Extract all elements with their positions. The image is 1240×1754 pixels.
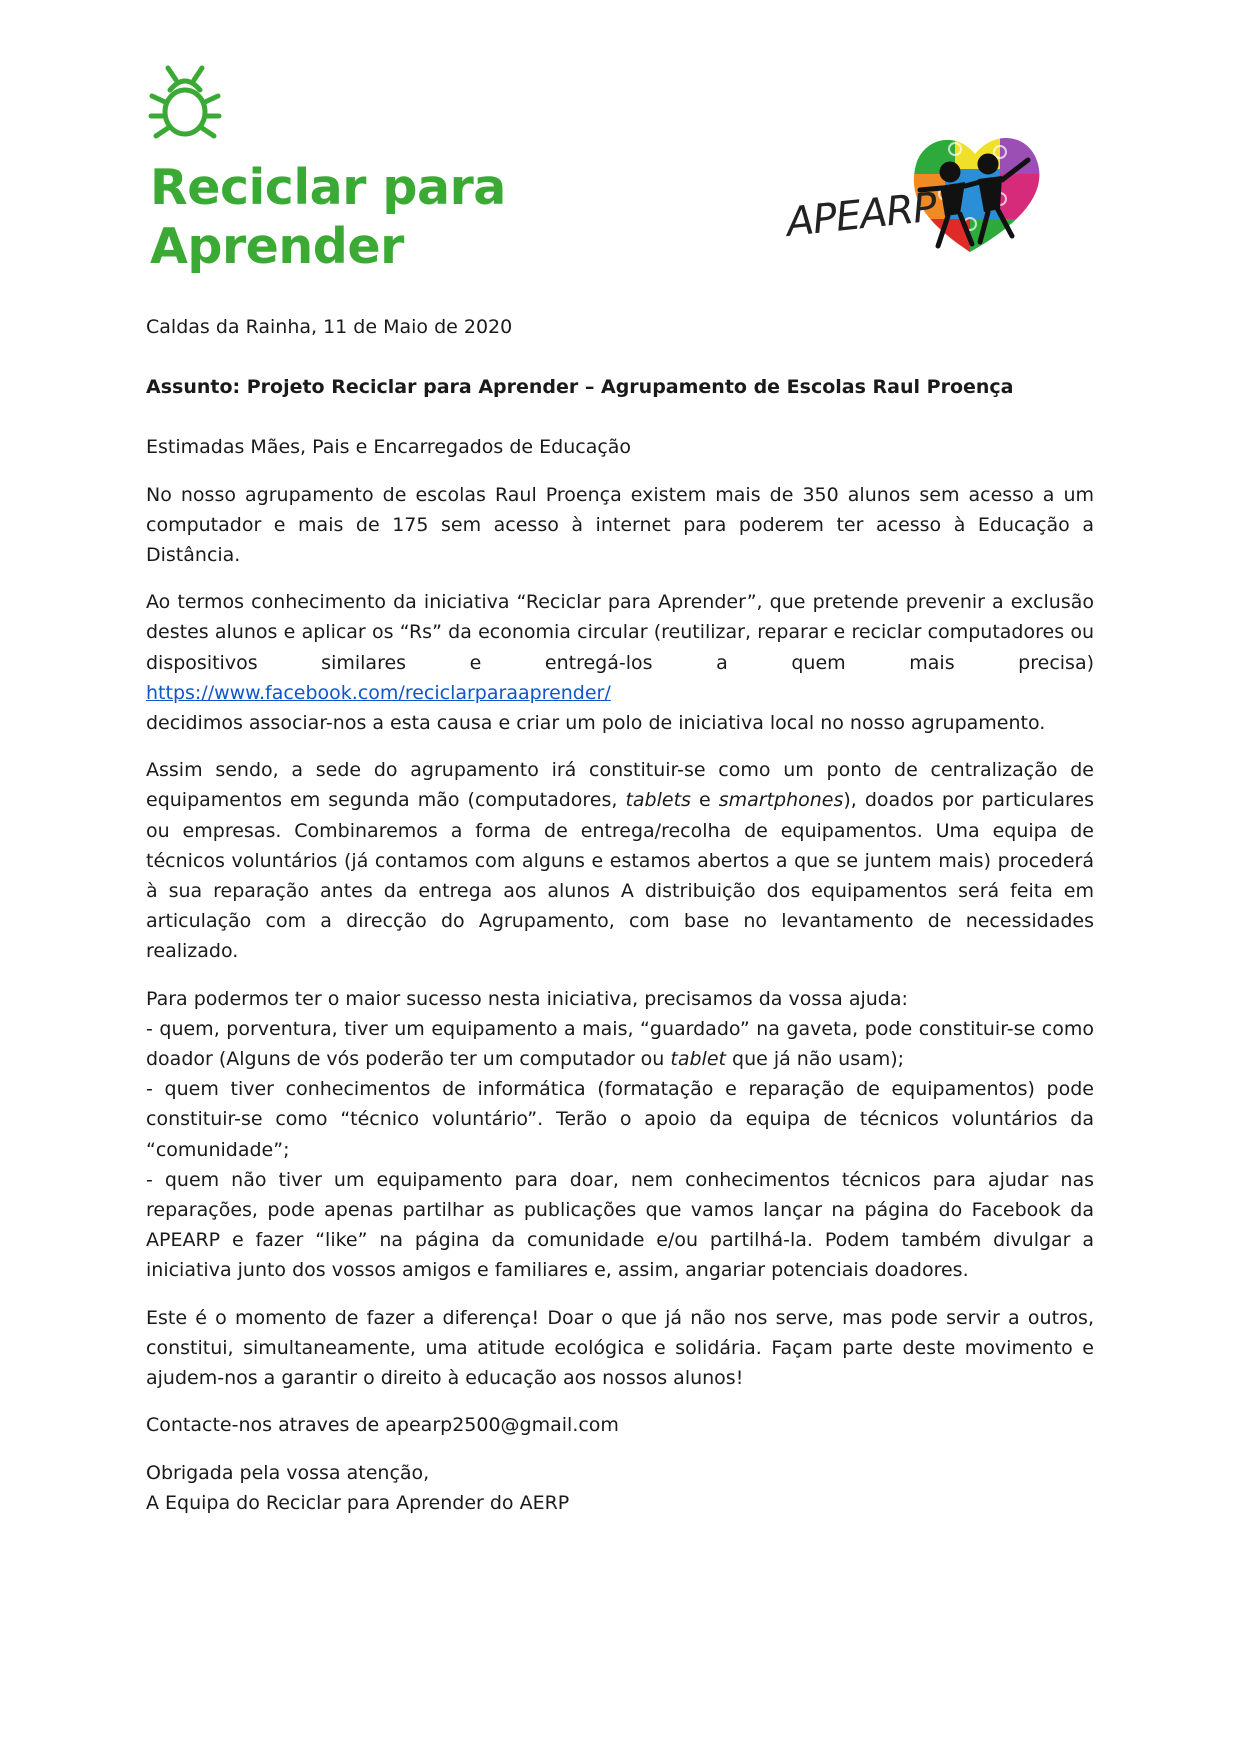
paragraph-1: No nosso agrupamento de escolas Raul Proença existem mais de 350 alunos sem acesso a um computador e mais de 175 sem acesso à internet para poderem ter acesso à Educação a Distância. [146, 483, 1094, 567]
paragraph-3-conjunction: e [690, 789, 719, 812]
help-item-donor [146, 1014, 1094, 1074]
paragraph-3 [146, 755, 1094, 966]
paragraph-2-text-end: decidimos associar-nos a esta causa e criar um polo de iniciativa local no nosso agrupamento. [146, 712, 1046, 735]
letter-subject: Assunto: Projeto Reciclar para Aprender – Agrupamento de Escolas Raul Proença [146, 376, 1014, 399]
paragraph-2 [146, 587, 1094, 738]
help-intro: Para podermos ter o maior sucesso nesta iniciativa, precisamos da vossa ajuda: [146, 987, 908, 1010]
apearp-logo-text: APEARP [784, 184, 939, 246]
brand-title-line2: Aprender [150, 218, 404, 275]
help-item-share: - quem não tiver um equipamento para doar, nem conhecimentos técnicos para ajudar nas reparações, pode apenas partilhar as publicações que vamos lançar na página do Facebook da APEARP e fazer “like” na página da comunidade e/ou partilhá-la. Podem também divulgar a iniciativa junto dos vossos amigos e familiares e, assim, angariar potenciais doadores. [146, 1168, 1094, 1282]
help-item-technician: - quem tiver conhecimentos de informática (formatação e reparação de equipamentos) pode constituir-se como “técnico voluntário”. Terão o apoio da equipa de técnicos voluntários da “comunidade”; [146, 1078, 1094, 1161]
contact-line: Contacte-nos atraves de apearp2500@gmail.com [146, 1414, 619, 1437]
letter-salutation: Estimadas Mães, Pais e Encarregados de Educação [146, 436, 632, 459]
help-item-donor-text: - quem, porventura, tiver um equipamento a mais, “guardado” na gaveta, pode constituir-se como doador (Alguns de vós poderão ter um computador ou [146, 1017, 1094, 1071]
letter-date: Caldas da Rainha, 11 de Maio de 2020 [146, 316, 513, 338]
letter-body [146, 312, 1094, 1518]
tablet-emphasis: tablet [670, 1048, 726, 1071]
tablets-emphasis: tablets [625, 789, 691, 812]
brand-title-line1: Reciclar para [150, 159, 506, 216]
paragraph-3-text: Assim sendo, a sede do agrupamento irá constituir-se como um ponto de centralização de equipamentos em segunda mão (computadores, [146, 759, 1094, 812]
brand-title [150, 158, 570, 276]
paragraph-2-text: Ao termos conhecimento da iniciativa “Reciclar para Aprender”, que pretende prevenir a exclusão destes alunos e aplicar os “Rs” da economia circular (reutilizar, reparar e reciclar computadores ou dispositivos similares e entregá-los a quem mais precisa) [146, 591, 1094, 674]
signature-line: A Equipa do Reciclar para Aprender do AERP [146, 1491, 570, 1514]
facebook-link[interactable]: https://www.facebook.com/reciclarparaaprender/ [146, 681, 611, 704]
paragraph-5: Este é o momento de fazer a diferença! Doar o que já não nos serve, mas pode servir a outros, constitui, simultaneamente, uma atitude ecológica e solidária. Façam parte deste movimento e ajudem-nos a garantir o direito à educação aos nossos alunos! [146, 1306, 1094, 1390]
apearp-logo [780, 124, 1080, 274]
paragraph-4 [146, 984, 1094, 1286]
closing-line: Obrigada pela vossa atenção, [146, 1461, 430, 1484]
smartphones-emphasis: smartphones [718, 789, 844, 812]
bug-icon [148, 64, 222, 142]
help-item-donor-text-end: que já não usam); [725, 1048, 905, 1071]
paragraph-3-text-end: ), doados por particulares ou empresas. Combinaremos a forma de entrega/recolha de equipamentos. Uma equipa de técnicos voluntários (já contamos com alguns e estamos abertos a que se juntem mais) procederá à sua reparação antes da entrega aos alunos A distribuição dos equipamentos será feita em articulação com a direcção do Agrupamento, com base no levantamento de necessidades realizado. [146, 789, 1094, 963]
